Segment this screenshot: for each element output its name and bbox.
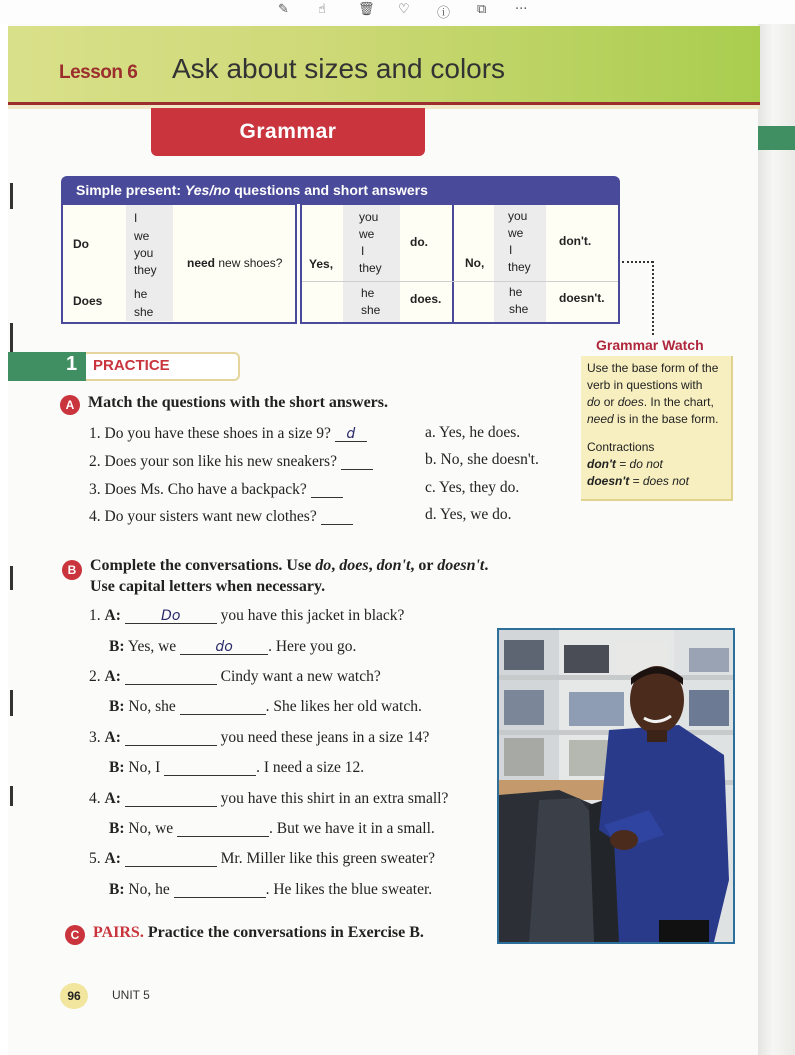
answer-blank[interactable] bbox=[180, 700, 266, 715]
line-text: No, he bbox=[128, 881, 174, 898]
line-text: . I need a size 12. bbox=[256, 759, 365, 776]
instr-sep: , bbox=[368, 557, 377, 574]
exercise-a-answer-b: b. No, she doesn't. bbox=[425, 451, 539, 468]
line-text: No, we bbox=[128, 820, 178, 837]
conversation-1-a bbox=[89, 607, 404, 625]
chart-no-subject: we bbox=[508, 226, 524, 240]
line-text: No, I bbox=[128, 759, 165, 776]
speaker-label: B: bbox=[109, 698, 125, 715]
gw-need: need bbox=[587, 412, 614, 426]
answer-blank[interactable]: Do bbox=[125, 609, 217, 624]
exercise-b-instruction bbox=[90, 557, 488, 575]
line-text: you have this jacket in black? bbox=[216, 607, 405, 624]
chart-subject: she bbox=[134, 305, 154, 319]
conversation-5-b bbox=[109, 881, 432, 899]
chart-no-subject: they bbox=[508, 260, 531, 274]
store-clerk-photo bbox=[497, 628, 735, 944]
grammar-watch-title: Grammar Watch bbox=[596, 337, 704, 353]
exercise-c-text: Practice the conversations in Exercise B. bbox=[143, 924, 424, 941]
question-text: 2. Does your son like his new sneakers? bbox=[89, 453, 337, 470]
chart-subject: they bbox=[134, 263, 157, 277]
answer-blank[interactable] bbox=[125, 731, 217, 746]
connector-line bbox=[622, 261, 653, 263]
info-icon[interactable]: ⓘ bbox=[437, 6, 451, 21]
crop-icon[interactable]: ⧉ bbox=[477, 2, 487, 17]
gw-chart: . In the chart, bbox=[643, 395, 714, 409]
conversation-5-a bbox=[89, 850, 435, 868]
line-text: Mr. Miller like this green sweater? bbox=[216, 850, 435, 867]
exercise-b-badge: B bbox=[62, 560, 82, 580]
chart-no-subject: I bbox=[509, 243, 513, 257]
conversation-4-b bbox=[109, 820, 435, 838]
speaker-label: A: bbox=[104, 607, 121, 624]
exercise-c-label: PAIRS. bbox=[93, 924, 144, 941]
answer-blank[interactable] bbox=[311, 483, 343, 498]
chart-no: No, bbox=[465, 256, 485, 270]
question-text: 3. Does Ms. Cho have a backpack? bbox=[89, 481, 307, 498]
trash-icon[interactable]: 🗑 bbox=[358, 2, 375, 17]
chart-need: need bbox=[187, 256, 216, 270]
edit-icon[interactable]: ✎ bbox=[278, 2, 289, 17]
unit-label: UNIT 5 bbox=[112, 988, 150, 1002]
chart-yes-do: do. bbox=[410, 235, 428, 249]
line-text: . She likes her old watch. bbox=[265, 698, 422, 715]
instr-end: . bbox=[484, 557, 489, 574]
item-number: 3. bbox=[89, 729, 101, 746]
line-text: No, she bbox=[128, 698, 180, 715]
chart-need-new-shoes bbox=[187, 256, 282, 270]
answer-blank[interactable] bbox=[321, 510, 353, 525]
chart-no-subject: you bbox=[508, 209, 528, 223]
line-text: you need these jeans in a size 14? bbox=[216, 729, 430, 746]
chart-yes-does: does. bbox=[410, 292, 442, 306]
chart-yes-subject: they bbox=[359, 261, 382, 275]
answer-blank[interactable] bbox=[125, 670, 217, 685]
chart-yes-subject: she bbox=[361, 303, 381, 317]
speaker-label: A: bbox=[104, 850, 121, 867]
grammar-watch-line: verb in questions with bbox=[587, 378, 703, 392]
margin-mark bbox=[10, 566, 13, 590]
brush-icon[interactable]: ☝ bbox=[318, 2, 326, 17]
chart-no-subject: he bbox=[509, 285, 523, 299]
instr-word: does bbox=[339, 557, 369, 574]
grammar-watch-line: Use the base form of the bbox=[587, 361, 719, 375]
exercise-c-instruction bbox=[93, 924, 424, 942]
gw-dont: don't bbox=[587, 457, 616, 471]
exercise-a-badge: A bbox=[60, 395, 80, 415]
gw-do-not: = do not bbox=[615, 457, 663, 471]
exercise-a-answer-c: c. Yes, they do. bbox=[425, 479, 520, 496]
exercise-a-question-3 bbox=[89, 481, 343, 499]
speaker-label: B: bbox=[109, 638, 125, 655]
conversation-3-a bbox=[89, 729, 429, 747]
answer-blank[interactable] bbox=[177, 822, 269, 837]
chart-divider bbox=[452, 205, 454, 322]
practice-label: PRACTICE bbox=[93, 357, 170, 374]
conversation-4-a bbox=[89, 790, 448, 808]
page-title: Ask about sizes and colors bbox=[172, 53, 506, 84]
gw-base: is in the base form. bbox=[613, 412, 719, 426]
chart-new-shoes: new shoes? bbox=[215, 256, 283, 270]
question-text: 1. Do you have these shoes in a size 9? bbox=[89, 425, 331, 442]
instr-sep: , bbox=[331, 557, 340, 574]
line-text: Yes, we bbox=[127, 638, 181, 655]
chart-title-italic: Yes/no bbox=[184, 182, 231, 198]
speaker-label: A: bbox=[104, 790, 121, 807]
answer-blank[interactable] bbox=[341, 455, 373, 470]
gw-do: do bbox=[587, 395, 601, 409]
item-number: 2. bbox=[89, 668, 101, 685]
grammar-watch-contraction bbox=[587, 456, 663, 472]
instr-word: don't bbox=[376, 557, 411, 574]
speaker-label: B: bbox=[109, 759, 125, 776]
chart-title-suffix: questions and short answers bbox=[230, 182, 428, 198]
exercise-a-question-1 bbox=[89, 425, 367, 443]
exercise-b-instruction-line2: Use capital letters when necessary. bbox=[90, 578, 326, 595]
conversation-1-b bbox=[109, 638, 356, 656]
chart-title-prefix: Simple present: bbox=[76, 182, 185, 198]
chart-yes-subject: I bbox=[361, 244, 365, 258]
grammar-watch-line bbox=[587, 394, 714, 410]
chart-no-subject: she bbox=[509, 302, 529, 316]
chart-yes-subject: we bbox=[359, 227, 375, 241]
grammar-watch-contractions: Contractions bbox=[587, 440, 655, 454]
grammar-watch-contraction bbox=[587, 473, 689, 489]
gw-does-not: = does not bbox=[629, 474, 689, 488]
next-page-edge bbox=[758, 24, 795, 1055]
page-number: 96 bbox=[60, 983, 88, 1009]
answer-blank[interactable] bbox=[164, 761, 256, 776]
exercise-a-instruction: Match the questions with the short answers. bbox=[88, 394, 388, 411]
exercise-a-question-2 bbox=[89, 453, 373, 471]
grammar-watch-line bbox=[587, 411, 718, 427]
chart-yes-subject: you bbox=[359, 210, 379, 224]
viewer-toolbar bbox=[0, 0, 795, 24]
conversation-3-b bbox=[109, 759, 364, 777]
practice-number: 1 bbox=[66, 353, 78, 375]
line-text: . He likes the blue sweater. bbox=[265, 881, 433, 898]
chart-does: Does bbox=[73, 294, 103, 308]
store-clerk-illustration bbox=[499, 630, 733, 942]
gw-or: or bbox=[600, 395, 618, 409]
answer-blank[interactable] bbox=[125, 792, 217, 807]
exercise-c-badge: C bbox=[65, 925, 85, 945]
chart-no-dont: don't. bbox=[559, 234, 592, 248]
instr-sep: , or bbox=[410, 557, 438, 574]
gw-does: does bbox=[617, 395, 644, 409]
chart-no-doesnt: doesn't. bbox=[559, 291, 605, 305]
chart-subject: I bbox=[134, 211, 138, 225]
line-text: . But we have it in a small. bbox=[269, 820, 435, 837]
question-text: 4. Do your sisters want new clothes? bbox=[89, 508, 317, 525]
margin-mark bbox=[10, 323, 13, 353]
line-text: . Here you go. bbox=[268, 638, 357, 655]
chart-do: Do bbox=[73, 237, 89, 251]
answer-blank[interactable] bbox=[174, 883, 266, 898]
chart-subject: he bbox=[134, 287, 148, 301]
exercise-a-answer-d: d. Yes, we do. bbox=[425, 506, 512, 523]
answer-blank[interactable] bbox=[125, 852, 217, 867]
exercise-a-answer-a: a. Yes, he does. bbox=[425, 424, 521, 441]
grammar-chart bbox=[61, 176, 620, 324]
conversation-2-a bbox=[89, 668, 381, 686]
margin-mark bbox=[10, 786, 13, 806]
lesson-number: Lesson 6 bbox=[59, 62, 138, 83]
instr-word: do bbox=[315, 557, 332, 574]
speaker-label: A: bbox=[104, 729, 121, 746]
heart-icon[interactable]: ♡ bbox=[398, 2, 410, 17]
speaker-label: B: bbox=[109, 820, 125, 837]
chart-subject: you bbox=[134, 246, 154, 260]
speaker-label: A: bbox=[104, 668, 121, 685]
chart-yes: Yes, bbox=[309, 257, 334, 271]
answer-blank[interactable]: d bbox=[335, 427, 367, 442]
gw-doesnt: doesn't bbox=[587, 474, 630, 488]
chart-title bbox=[76, 182, 428, 198]
margin-mark bbox=[10, 690, 13, 716]
page-tab-marker bbox=[758, 126, 795, 150]
more-icon[interactable]: ··· bbox=[515, 2, 528, 17]
line-text: you have this shirt in an extra small? bbox=[216, 790, 449, 807]
item-number: 5. bbox=[89, 850, 101, 867]
instr-word: doesn't bbox=[437, 557, 485, 574]
answer-blank[interactable]: do bbox=[180, 640, 268, 655]
instr-text: Complete the conversations. Use bbox=[90, 557, 316, 574]
item-number: 1. bbox=[89, 607, 101, 624]
margin-mark bbox=[10, 183, 13, 209]
item-number: 4. bbox=[89, 790, 101, 807]
exercise-a-question-4 bbox=[89, 508, 353, 526]
speaker-label: B: bbox=[109, 881, 125, 898]
connector-line bbox=[652, 261, 654, 335]
chart-yes-subject: he bbox=[361, 286, 375, 300]
line-text: Cindy want a new watch? bbox=[216, 668, 381, 685]
chart-subject: we bbox=[134, 229, 150, 243]
section-title: Grammar bbox=[239, 120, 337, 143]
conversation-2-b bbox=[109, 698, 422, 716]
